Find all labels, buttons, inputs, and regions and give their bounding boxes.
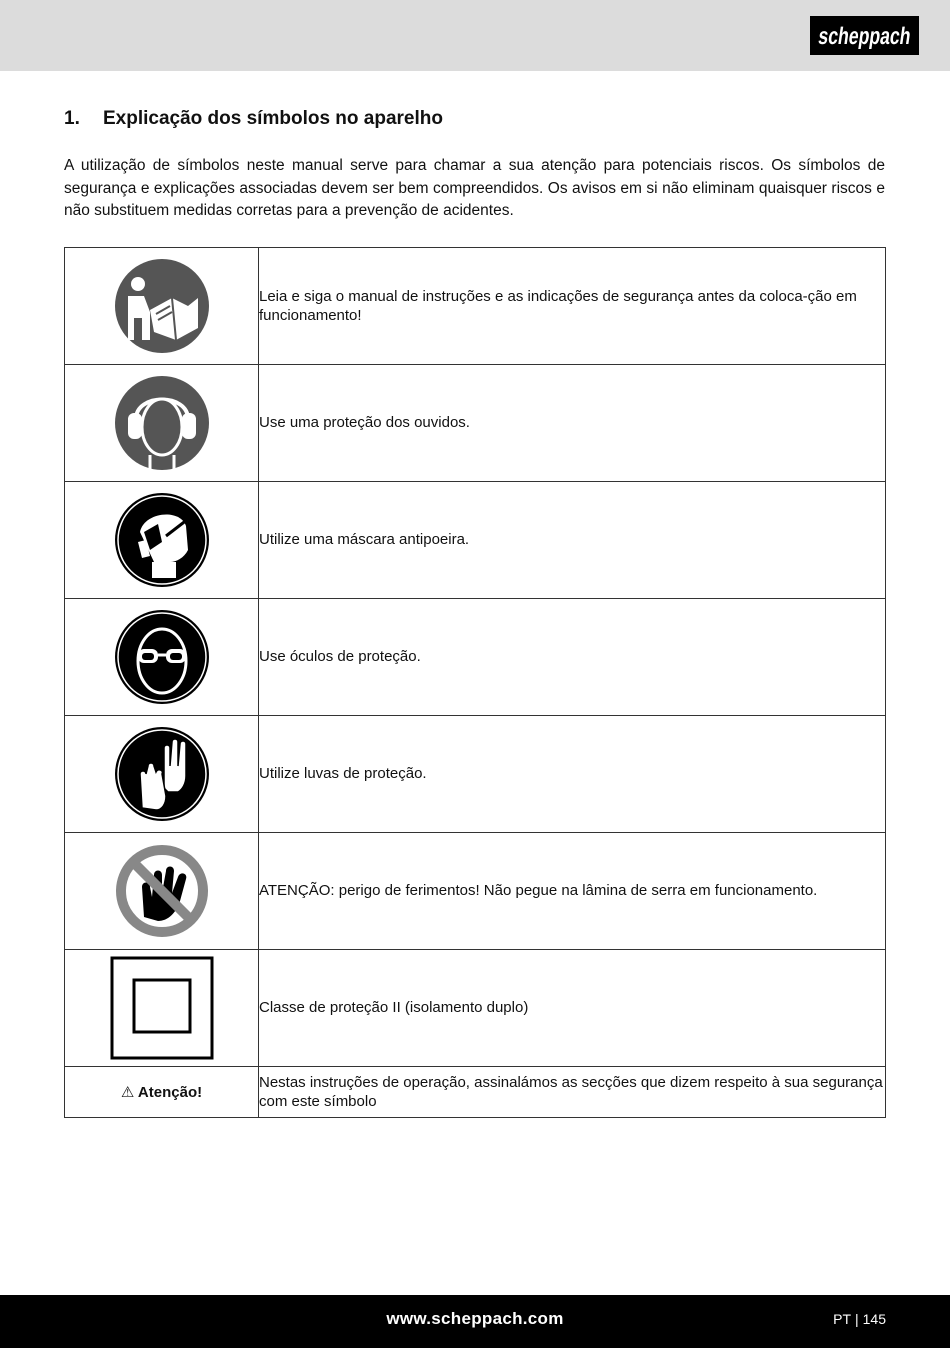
section-title: Explicação dos símbolos no aparelho: [103, 108, 443, 129]
section-number: 1.: [64, 108, 80, 129]
table-row: [65, 950, 886, 1067]
table-row: [65, 482, 886, 599]
description-cell: Use óculos de proteção.: [259, 599, 886, 716]
description-cell: ATENÇÃO: perigo de ferimentos! Não pegue na lâmina de serra em funcionamento.: [259, 833, 886, 950]
no-touch-blade-icon: [114, 843, 210, 939]
description-cell: Leia e siga o manual de instruções e as indicações de segurança antes da coloca-ção em funcionamento!: [259, 248, 886, 365]
attention-label: ⚠ Atenção!: [120, 1083, 203, 1101]
page-header: [0, 0, 950, 71]
logo-text: scheppach: [816, 23, 946, 50]
icon-cell: [65, 1067, 259, 1118]
section-heading: [64, 108, 443, 130]
table-row: [65, 248, 886, 365]
table-row: [65, 833, 886, 950]
dust-mask-icon: [114, 492, 210, 588]
read-manual-icon: [114, 258, 210, 354]
page-number: [833, 1311, 886, 1327]
icon-cell: [65, 248, 259, 365]
icon-cell: [65, 599, 259, 716]
page-num: 145: [862, 1311, 886, 1327]
description-cell: Utilize uma máscara antipoeira.: [259, 482, 886, 599]
icon-cell: [65, 833, 259, 950]
website-url: www.scheppach.com: [386, 1309, 564, 1328]
scheppach-logo: [810, 16, 946, 55]
symbols-table: [64, 247, 886, 1118]
description-cell: Utilize luvas de proteção.: [259, 716, 886, 833]
safety-goggles-icon: [114, 609, 210, 705]
icon-cell: [65, 716, 259, 833]
description-cell: Classe de proteção II (isolamento duplo): [259, 950, 886, 1067]
language-code: PT: [833, 1311, 851, 1327]
icon-cell: [65, 365, 259, 482]
icon-cell: [65, 482, 259, 599]
ear-protection-icon: [114, 375, 210, 471]
table-row: [65, 716, 886, 833]
protection-class-ii-icon: [110, 956, 214, 1060]
page-footer: [0, 1295, 950, 1348]
separator: |: [855, 1311, 859, 1327]
icon-cell: [65, 950, 259, 1067]
description-cell: Nestas instruções de operação, assinalámos as secções que dizem respeito à sua segurança com este símbolo: [259, 1067, 886, 1118]
protective-gloves-icon: [114, 726, 210, 822]
table-row: [65, 1067, 886, 1118]
description-cell: Use uma proteção dos ouvidos.: [259, 365, 886, 482]
intro-paragraph: A utilização de símbolos neste manual serve para chamar a sua atenção para potenciais riscos. Os símbolos de segurança e explicações associadas devem ser bem compreendidos. Os avisos em si não eliminam quaisquer riscos e não substituem medidas corretas para a prevenção de acidentes.: [64, 157, 885, 220]
table-row: [65, 365, 886, 482]
table-row: [65, 599, 886, 716]
